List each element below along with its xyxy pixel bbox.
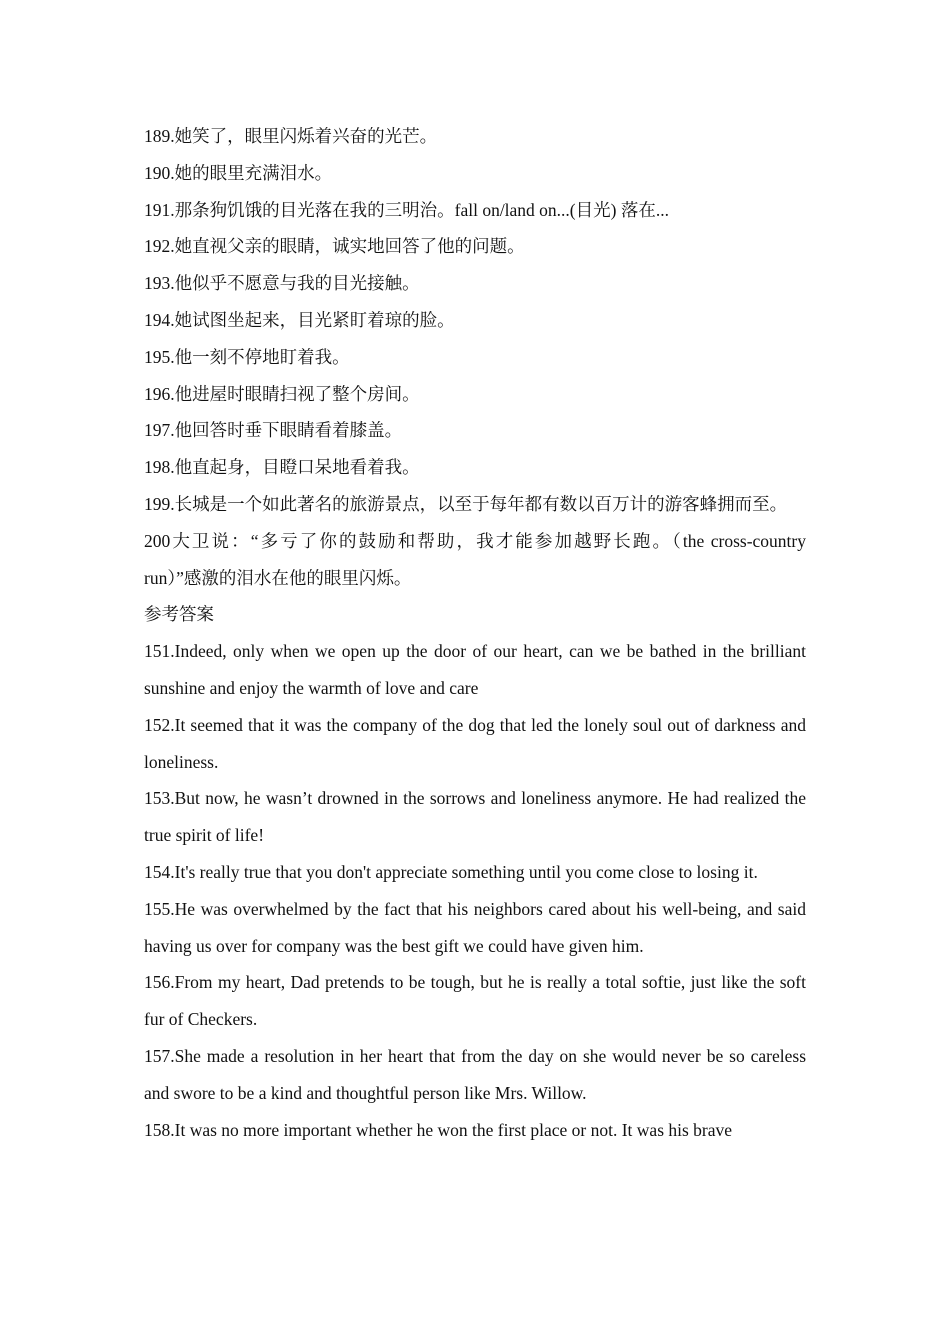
question-200: 200大卫说：“多亏了你的鼓励和帮助，我才能参加越野长跑。（the cross-country run）”感激的泪水在他的眼里闪烁。 bbox=[144, 530, 806, 588]
answer-156: 156.From my heart, Dad pretends to be tough, but he is really a total softie, just like the soft fur of Checkers. bbox=[144, 972, 806, 1030]
answer-152: 152.It seemed that it was the company of the dog that led the lonely soul out of darkness and loneliness. bbox=[144, 714, 806, 772]
answer-151: 151.Indeed, only when we open up the door of our heart, can we be bathed in the brilliant sunshine and enjoy the warmth of love and care bbox=[144, 641, 806, 698]
question-192: 192.她直视父亲的眼睛，诚实地回答了他的问题。 bbox=[144, 236, 525, 257]
document-page bbox=[144, 118, 806, 1148]
question-195: 195.他一刻不停地盯着我。 bbox=[144, 346, 350, 367]
answer-153: 153.But now, he wasn’t drowned in the sorrows and loneliness anymore. He had realized the true spirit of life! bbox=[144, 788, 806, 846]
answer-154: 154.It's really true that you don't appreciate something until you come close to losing it. bbox=[144, 861, 758, 882]
question-190: 190.她的眼里充满泪水。 bbox=[144, 162, 333, 183]
question-197: 197.他回答时垂下眼睛看着膝盖。 bbox=[144, 420, 403, 441]
answer-157: 157.She made a resolution in her heart that from the day on she would never be so careless and swore to be a kind and thoughtful person like Mrs. Willow. bbox=[144, 1045, 806, 1103]
question-194: 194.她试图坐起来，目光紧盯着琼的脸。 bbox=[144, 309, 455, 330]
question-198: 198.他直起身，目瞪口呆地看着我。 bbox=[144, 457, 420, 478]
answers-heading: 参考答案 bbox=[144, 604, 214, 625]
question-189: 189.她笑了，眼里闪烁着兴奋的光芒。 bbox=[144, 126, 438, 146]
answer-158: 158.It was no more important whether he won the first place or not. It was his brave bbox=[144, 1119, 733, 1140]
question-196: 196.他进屋时眼睛扫视了整个房间。 bbox=[144, 383, 420, 404]
answer-155: 155.He was overwhelmed by the fact that his neighbors cared about his well-being, and said having us over for company was the best gift we could have given him. bbox=[144, 898, 806, 956]
question-199: 199.长城是一个如此著名的旅游景点，以至于每年都有数以百万计的游客蜂拥而至。 bbox=[144, 493, 788, 514]
question-193: 193.他似乎不愿意与我的目光接触。 bbox=[144, 273, 420, 294]
question-191: 191.那条狗饥饿的目光落在我的三明治。fall on/land on...(目光) 落在... bbox=[144, 199, 669, 220]
